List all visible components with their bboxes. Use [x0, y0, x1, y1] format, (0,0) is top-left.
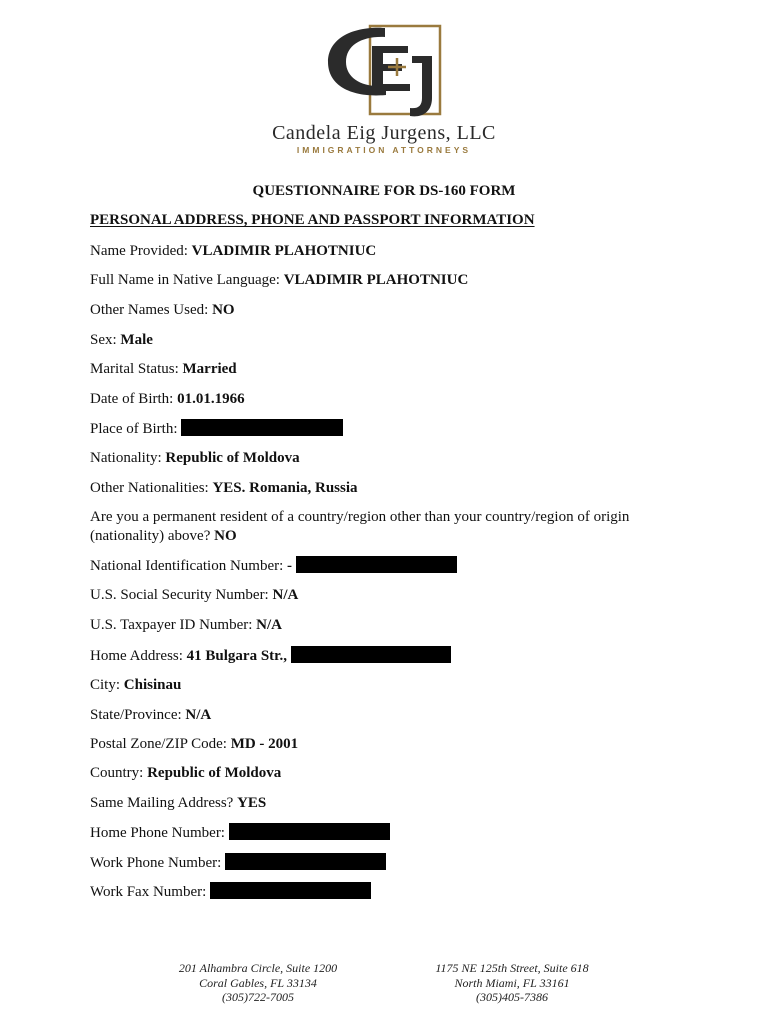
field-state [90, 706, 211, 724]
field-label: Country: [90, 765, 144, 781]
logo-plus-icon [388, 58, 406, 76]
field-same-mailing [90, 794, 266, 812]
field-value: NO [214, 528, 237, 544]
field-value: MD - 2001 [230, 736, 299, 752]
redaction-bar [210, 882, 371, 899]
field-value: Married [182, 361, 237, 377]
field-value: Republic of Moldova [165, 450, 300, 466]
field-sex [90, 331, 153, 349]
field-permanent-resident [90, 508, 680, 546]
field-other-names [90, 301, 235, 319]
field-label: Same Mailing Address? [90, 795, 234, 811]
redaction-bar [291, 646, 451, 663]
field-value: VLADIMIR PLAHOTNIUC [283, 272, 469, 288]
field-value: YES [237, 795, 267, 811]
field-date-of-birth [90, 390, 245, 408]
document-title: QUESTIONNAIRE FOR DS-160 FORM [252, 183, 516, 199]
footer-office-north-miami [412, 961, 612, 1005]
field-label: Full Name in Native Language: [90, 272, 280, 288]
footer-address-line: 1175 NE 125th Street, Suite 618 [435, 961, 589, 975]
field-label: Work Phone Number: [90, 855, 222, 871]
field-label: Nationality: [90, 450, 162, 466]
field-label: Are you a permanent resident of a country/region other than your country/region of origin (nationality) above? [90, 509, 630, 544]
field-marital-status [90, 360, 237, 378]
field-label: Work Fax Number: [90, 884, 207, 900]
field-home-phone [90, 823, 390, 842]
footer-phone: (305)405-7386 [476, 990, 548, 1004]
field-value: Male [120, 332, 153, 348]
field-other-nationalities [90, 479, 358, 497]
field-label: Sex: [90, 332, 117, 348]
field-label: Place of Birth: [90, 421, 178, 437]
field-label: National Identification Number: [90, 558, 284, 574]
field-country [90, 764, 281, 782]
redaction-bar [225, 853, 386, 870]
field-place-of-birth [90, 419, 343, 438]
field-value: 41 Bulgara Str., [186, 648, 287, 664]
field-value: 01.01.1966 [177, 391, 245, 407]
field-label: City: [90, 677, 121, 693]
field-nationality [90, 449, 300, 467]
field-work-fax [90, 882, 371, 901]
redaction-bar [296, 556, 457, 573]
logo-letter-j [410, 56, 432, 116]
field-label: State/Province: [90, 707, 182, 723]
field-value: N/A [272, 587, 299, 603]
field-label: U.S. Social Security Number: [90, 587, 269, 603]
footer-city-line: Coral Gables, FL 33134 [199, 975, 317, 990]
field-label: Date of Birth: [90, 391, 174, 407]
field-value: N/A [185, 707, 212, 723]
field-label: Name Provided: [90, 243, 188, 259]
firm-name: Candela Eig Jurgens, LLC [272, 122, 496, 144]
field-label: Marital Status: [90, 361, 179, 377]
field-full-name-native [90, 271, 468, 289]
logo-letter-e [372, 46, 410, 91]
field-value: VLADIMIR PLAHOTNIUC [191, 243, 377, 259]
field-value: N/A [256, 617, 282, 633]
field-ssn [90, 586, 298, 604]
field-taxpayer-id [90, 616, 282, 634]
field-work-phone [90, 853, 386, 872]
footer-address-line: 201 Alhambra Circle, Suite 1200 [178, 961, 338, 975]
firm-tagline: IMMIGRATION ATTORNEYS [296, 145, 472, 155]
field-value: - [287, 558, 293, 574]
field-value: YES. Romania, Russia [212, 480, 358, 496]
field-label: Home Address: [90, 648, 183, 664]
field-label: Home Phone Number: [90, 825, 225, 841]
field-postal-code [90, 735, 298, 753]
field-value: NO [212, 302, 235, 318]
field-name-provided [90, 242, 376, 260]
field-label: Postal Zone/ZIP Code: [90, 736, 227, 752]
field-national-id [90, 556, 457, 575]
field-value: Republic of Moldova [147, 765, 282, 781]
section-heading: PERSONAL ADDRESS, PHONE AND PASSPORT INFORMATION [90, 212, 535, 228]
footer-city-line: North Miami, FL 33161 [454, 975, 570, 990]
field-label: Other Nationalities: [90, 480, 209, 496]
field-city [90, 676, 181, 694]
field-value: Chisinau [123, 677, 182, 693]
footer-phone: (305)722-7005 [222, 990, 294, 1004]
redaction-bar [181, 419, 343, 436]
redaction-bar [229, 823, 390, 840]
footer-office-coral-gables [158, 961, 358, 1005]
field-label: U.S. Taxpayer ID Number: [90, 617, 253, 633]
field-home-address [90, 646, 451, 665]
field-label: Other Names Used: [90, 302, 209, 318]
